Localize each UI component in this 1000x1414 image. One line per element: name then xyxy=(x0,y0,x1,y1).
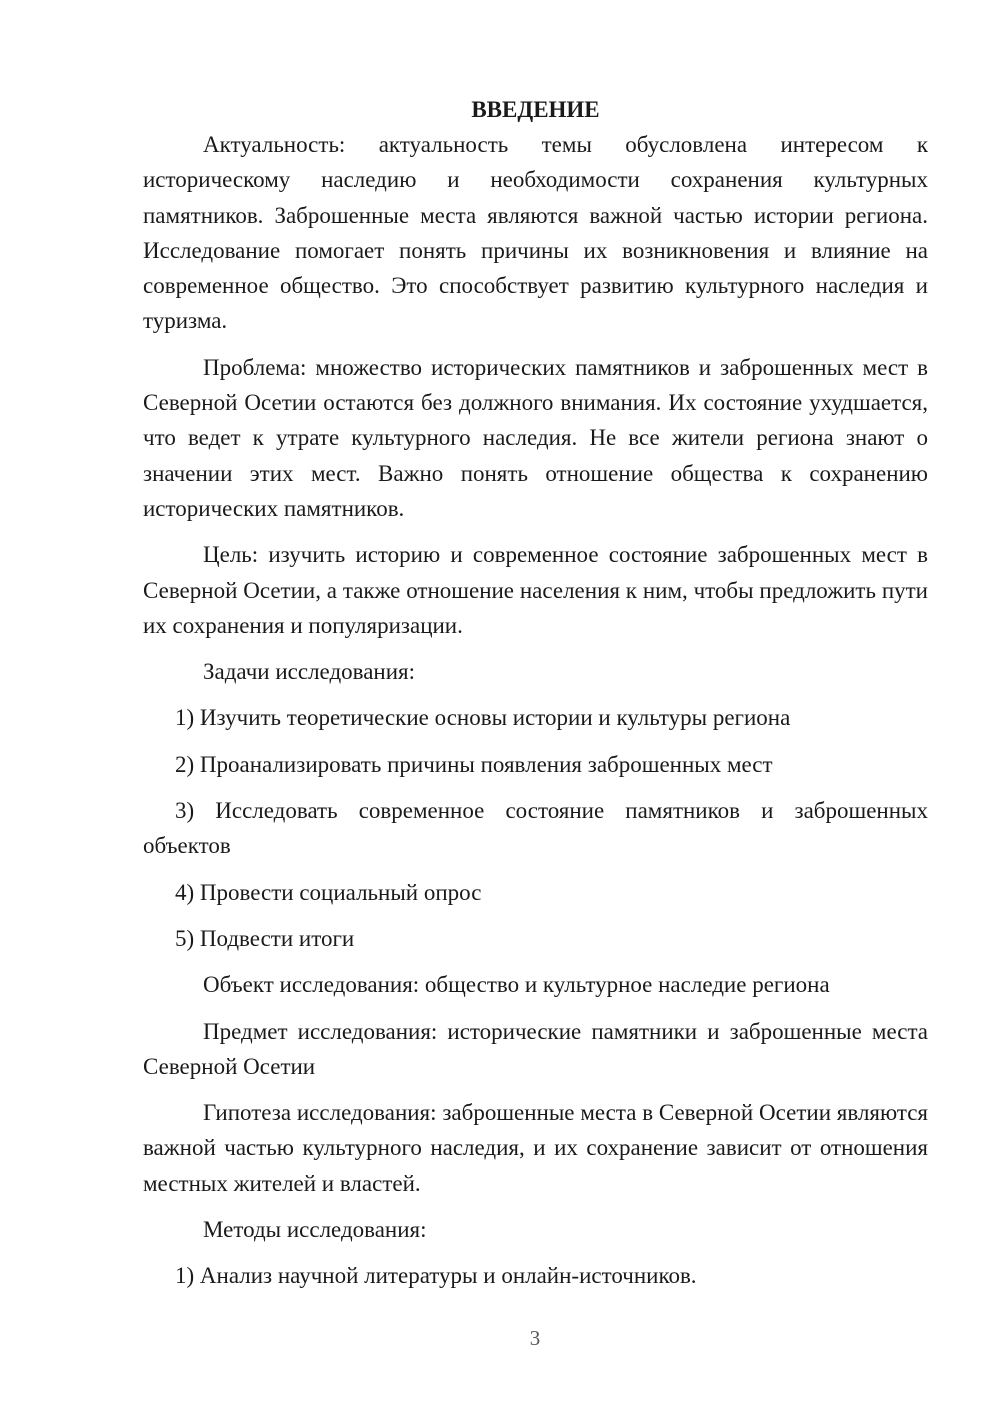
page-title: ВВЕДЕНИЕ xyxy=(471,97,600,122)
task-item: 2) Проанализировать причины появления заброшенных мест xyxy=(175,751,773,777)
hypothesis-paragraph: Гипотеза исследования: заброшенные места в Северной Осетии являются важной частью культурного наследия, и их сохранение зависит от отношения местных жителей и властей. xyxy=(143,1100,928,1196)
task-item: 5) Подвести итоги xyxy=(175,925,355,951)
method-item: 1) Анализ научной литературы и онлайн-источников. xyxy=(175,1263,697,1289)
task-item: 4) Провести социальный опрос xyxy=(175,879,482,905)
methods-heading: Методы исследования: xyxy=(203,1217,427,1243)
goal-paragraph: Цель: изучить историю и современное состояние заброшенных мест в Северной Осетии, а также отношение населения к ним, чтобы предложить пути их сохранения и популяризации. xyxy=(143,542,928,638)
page-number: 3 xyxy=(529,1326,541,1350)
relevance-paragraph: Актуальность: актуальность темы обусловлена интересом к историческому наследию и необходимости сохранения культурных памятников. Заброшенные места являются важной частью истории региона. Исследование помогает понять причины их возникновения и влияние на современное общество. Это способствует развитию культурного наследия и туризма. xyxy=(143,132,928,334)
object-paragraph: Объект исследования: общество и культурное наследие региона xyxy=(203,972,830,998)
task-item: 3) Исследовать современное состояние памятников и заброшенных объектов xyxy=(143,798,928,859)
document-page xyxy=(143,92,928,1305)
task-item: 1) Изучить теоретические основы истории и культуры региона xyxy=(175,705,791,731)
subject-paragraph: Предмет исследования: исторические памятники и заброшенные места Северной Осетии xyxy=(143,1018,928,1079)
tasks-heading: Задачи исследования: xyxy=(203,659,416,685)
problem-paragraph: Проблема: множество исторических памятников и заброшенных мест в Северной Осетии остаются без должного внимания. Их состояние ухудшается, что ведет к утрате культурного наследия. Не все жители региона знают о значении этих мест. Важно понять отношение общества к сохранению исторических памятников. xyxy=(143,354,928,521)
